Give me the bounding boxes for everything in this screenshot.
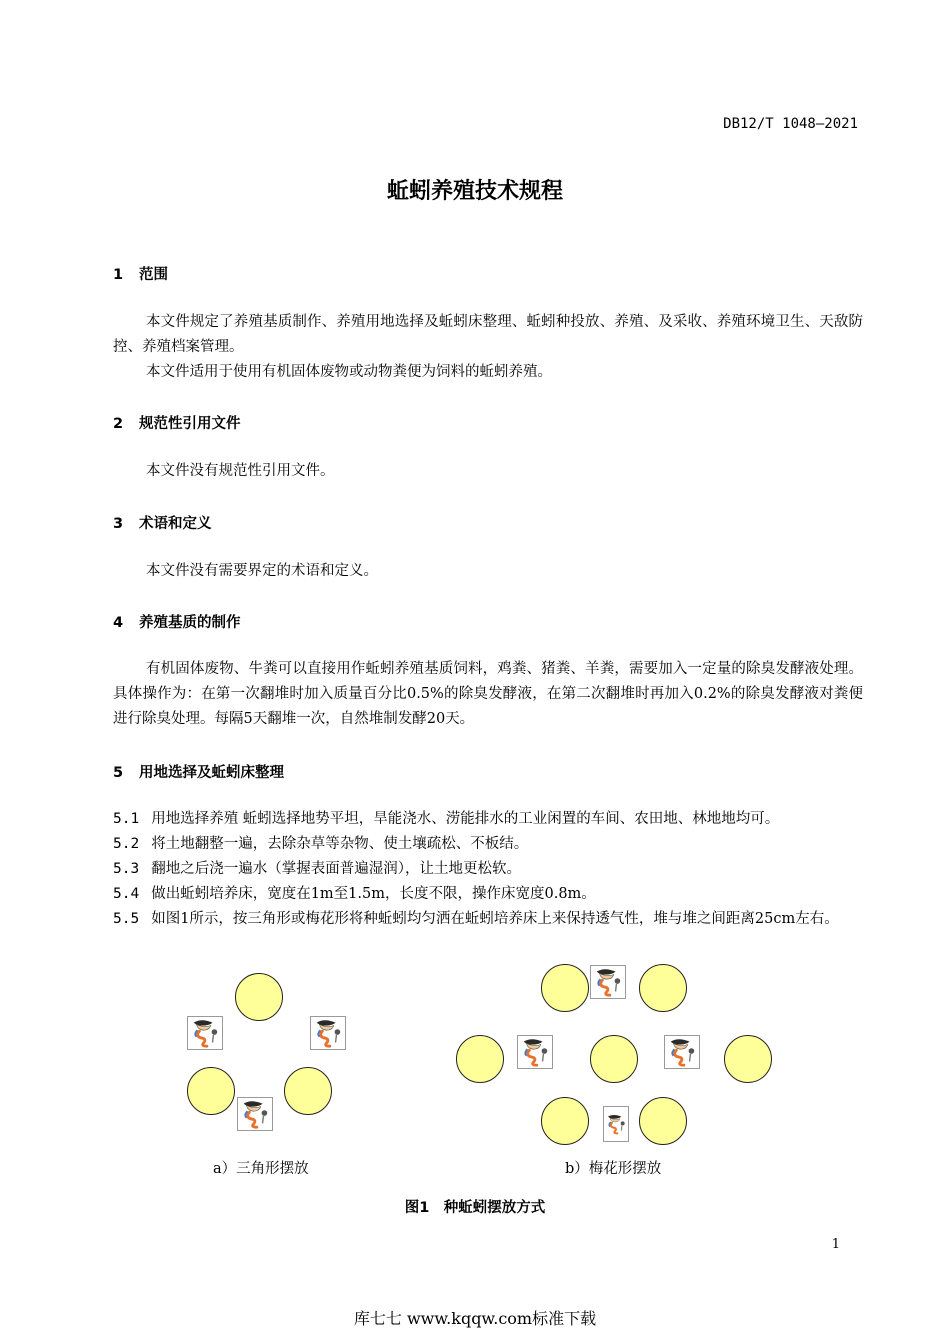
clause: 5.4 做出蚯蚓培养床，宽度在1m至1.5m，长度不限，操作床宽度0.8m。: [113, 886, 596, 902]
earthworm-icon: [590, 965, 626, 999]
standard-number: DB12/T 1048—2021: [723, 116, 858, 132]
section-heading: 4 养殖基质的制作: [113, 615, 241, 631]
pile-circle: [541, 1097, 589, 1145]
pile-circle: [590, 1035, 638, 1083]
section-heading: 5 用地选择及蚯蚓床整理: [113, 765, 284, 781]
pile-circle: [187, 1067, 235, 1115]
paragraph: 有机固体废物、牛粪可以直接用作蚯蚓养殖基质饲料，鸡粪、猪粪、羊粪，需要加入一定量的除臭发酵液处理。具体操作为：在第一次翻堆时加入质量百分比0.5%的除臭发酵液，在第二次翻堆时再加入0.2%的除臭发酵液对粪便进行除臭处理。每隔5天翻堆一次，自然堆制发酵20天。: [113, 661, 863, 727]
figure-title: 图1 种蚯蚓摆放方式: [404, 1200, 546, 1216]
earthworm-icon: [664, 1035, 700, 1069]
pile-circle: [724, 1035, 772, 1083]
earthworm-icon: [187, 1016, 223, 1050]
earthworm-icon: [310, 1016, 346, 1050]
clause: 5.1 用地选择养殖 蚯蚓选择地势平坦，旱能浇水、涝能排水的工业闲置的车间、农田地、林地地均可。: [113, 811, 780, 827]
paragraph: 本文件没有规范性引用文件。: [146, 463, 335, 479]
paragraph: 本文件没有需要界定的术语和定义。: [146, 563, 378, 579]
footer-watermark: 库七七 www.kqqw.com标准下载: [353, 1309, 597, 1328]
figure-caption-b: b）梅花形摆放: [565, 1161, 662, 1177]
section-heading: 2 规范性引用文件: [113, 416, 241, 432]
earthworm-icon: [517, 1035, 553, 1069]
pile-circle: [284, 1067, 332, 1115]
pile-circle: [639, 1097, 687, 1145]
pile-circle: [456, 1035, 504, 1083]
paragraph: 本文件适用于使用有机固体废物或动物粪便为饲料的蚯蚓养殖。: [146, 364, 552, 380]
page-number: 1: [831, 1237, 840, 1252]
clause: 5.5 如图1所示，按三角形或梅花形将种蚯蚓均匀洒在蚯蚓培养床上来保持透气性，堆与堆之间距离25cm左右。: [113, 911, 839, 927]
clause: 5.2 将土地翻整一遍，去除杂草等杂物、使土壤疏松、不板结。: [113, 836, 529, 852]
figure-caption-a: a）三角形摆放: [213, 1161, 309, 1177]
section-heading: 3 术语和定义: [113, 516, 212, 532]
document-title: 蚯蚓养殖技术规程: [386, 179, 563, 204]
clause: 5.3 翻地之后浇一遍水（掌握表面普遍湿润），让土地更松软。: [113, 861, 521, 877]
earthworm-icon: [237, 1097, 273, 1131]
pile-circle: [639, 964, 687, 1012]
section-heading: 1 范围: [113, 267, 168, 283]
earthworm-icon: [603, 1106, 629, 1142]
pile-circle: [235, 973, 283, 1021]
paragraph: 本文件规定了养殖基质制作、养殖用地选择及蚯蚓床整理、蚯蚓种投放、养殖、及采收、养殖环境卫生、天敌防控、养殖档案管理。: [113, 314, 863, 355]
pile-circle: [541, 964, 589, 1012]
